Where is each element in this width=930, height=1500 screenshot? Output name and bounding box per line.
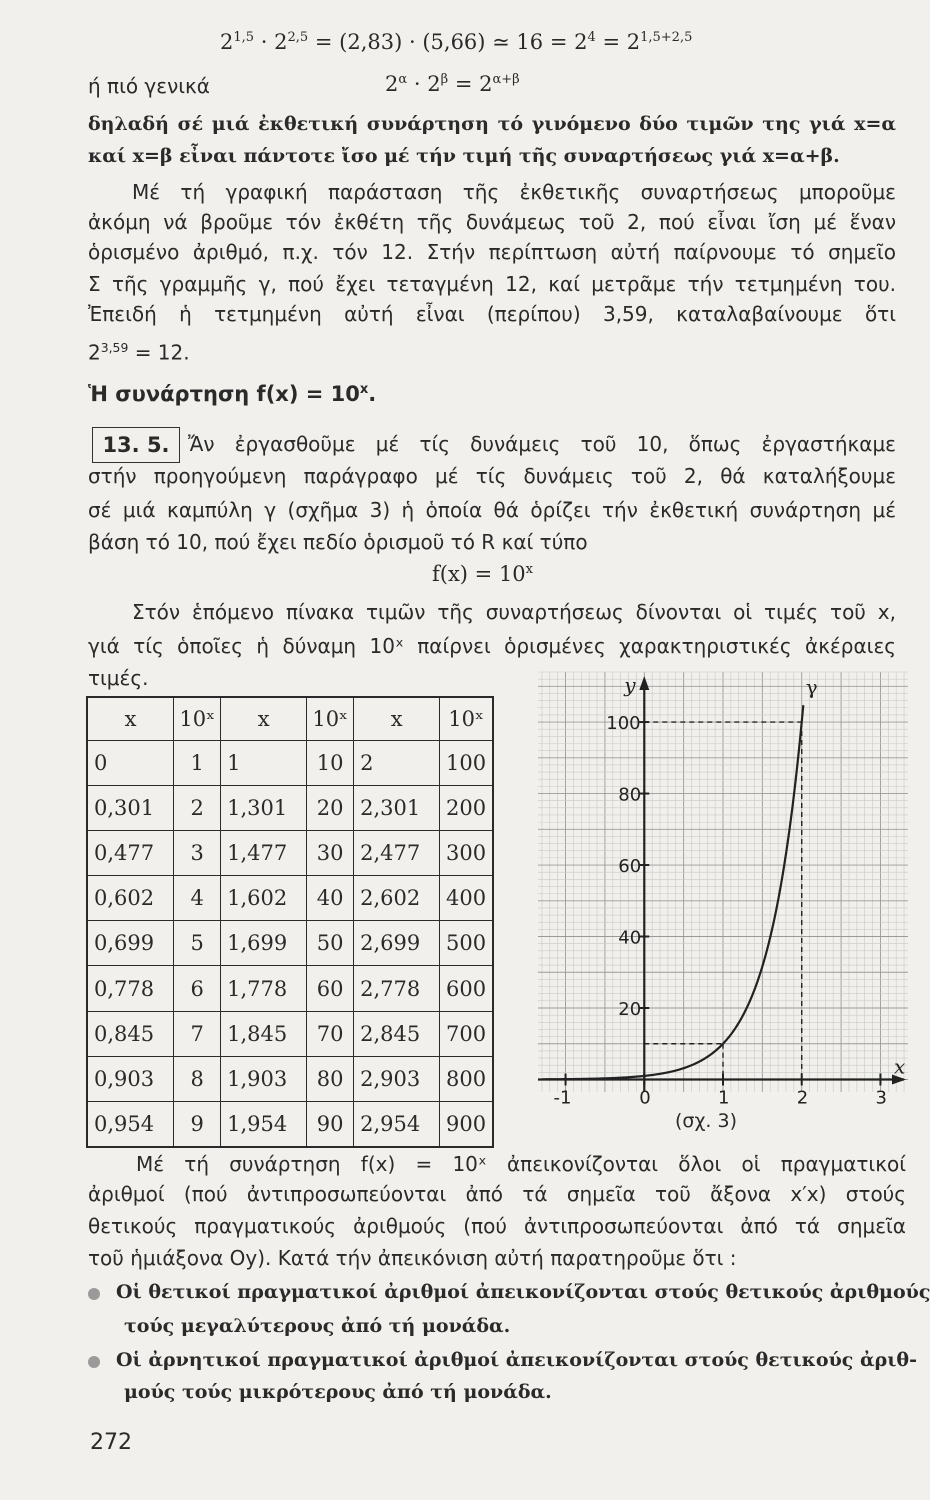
table-cell: 400	[440, 876, 493, 921]
table-cell: 90	[307, 1101, 354, 1147]
table-cell: 5	[174, 921, 221, 966]
table-header: 10ˣ	[174, 697, 221, 741]
table-row	[87, 921, 493, 966]
bullet-text: Οἱ θετικοί πραγματικοί ἀριθμοί ἀπεικονίζονται στούς θετικούς ἀριθμούς	[116, 1281, 930, 1303]
paragraph-line: θετικούς πραγματικούς ἀριθμούς (πού ἀντιπροσωπεύονται ἀπό τά σημεῖα	[88, 1214, 906, 1238]
table-cell: 700	[440, 1011, 493, 1056]
table-header-row	[87, 697, 493, 741]
bullet-dot	[88, 1288, 100, 1300]
figure-caption: (σχ. 3)	[675, 1110, 738, 1132]
table-cell: 1,477	[221, 831, 307, 876]
table-cell: 0,301	[87, 786, 174, 831]
table-cell: 80	[307, 1056, 354, 1101]
paragraph-equation: 2$^{3,59}$ = 12.	[88, 340, 190, 365]
section-number: 13. 5.	[92, 427, 180, 463]
table-cell: 500	[440, 921, 493, 966]
table-cell: 8	[174, 1056, 221, 1101]
paragraph-line: βάση τό 10, πού ἔχει πεδίο ὁρισμοῦ τό R καί τύπο	[88, 530, 588, 554]
table-cell: 9	[174, 1101, 221, 1147]
table-cell: 2,903	[354, 1056, 440, 1101]
section-heading: Ἡ συνάρτηση $f(x) = 10^x$.	[88, 382, 377, 406]
table-cell: 800	[440, 1056, 493, 1101]
x-tick-label: 2	[796, 1087, 809, 1109]
bullet-text: Οἱ ἀρνητικοί πραγματικοί ἀριθμοί ἀπεικονίζονται στούς θετικούς ἀριθ-	[116, 1349, 917, 1371]
table-cell: 1,903	[221, 1056, 307, 1101]
table-cell: 20	[307, 786, 354, 831]
y-axis-label: y	[624, 673, 636, 697]
table-cell: 30	[307, 831, 354, 876]
paragraph-line: σέ μιά καμπύλη γ (σχῆμα 3) ἡ ὁποία θά ὁρίζει τήν ἐκθετική συνάρτηση μέ	[88, 498, 896, 522]
table-cell: 2	[174, 786, 221, 831]
rule-line: δηλαδή σέ μιά ἐκθετική συνάρτηση τό γινόμενο δύο τιμῶν της γιά x=α	[88, 113, 896, 135]
table-header: x	[354, 697, 440, 741]
paragraph-line: ἀκόμη νά βροῦμε τόν ἐκθέτη τῆς δυνάμεως τοῦ 2, πού εἶναι ἴση μέ ἕναν	[88, 210, 896, 234]
table-row	[87, 831, 493, 876]
table-row	[87, 1011, 493, 1056]
table-header: 10ˣ	[440, 697, 493, 741]
paragraph-line: γιά τίς ὁποῖες ἡ δύναμη 10ˣ παίρνει ὁρισμένες χαρακτηριστικές ἀκέραιες	[88, 634, 896, 658]
x-tick-label: 1	[718, 1087, 730, 1109]
formula: $f(x) = 10^x$	[432, 562, 534, 586]
paragraph-line: Ἄν ἐργασθοῦμε μέ τίς δυνάμεις τοῦ 10, ὅπως ἐργαστήκαμε	[188, 432, 896, 456]
x-tick-label: -1	[553, 1087, 572, 1109]
paragraph-line: τιμές.	[88, 666, 149, 690]
bullet-dot	[88, 1356, 100, 1368]
table-cell: 2,845	[354, 1011, 440, 1056]
table-cell: 2,699	[354, 921, 440, 966]
paragraph-line: τοῦ ἡμιάξονα Oy). Κατά τήν ἀπεικόνιση αὐτή παρατηροῦμε ὅτι :	[88, 1246, 737, 1270]
equation-product: 2$^{1,5}$ · 2$^{2,5}$ = (2,83) · (5,66) ≃ $16 = 2^4 = 2^{1,5+2,5}$	[220, 30, 693, 54]
y-axis-arrow	[639, 676, 649, 690]
y-tick-label: 20	[618, 999, 642, 1020]
paragraph-line: Ἐπειδή ἡ τετμημένη αὐτή εἶναι (περίπου) 3,59, καταλαβαίνουμε ὅτι	[88, 302, 896, 326]
table-cell: 0,699	[87, 921, 174, 966]
table-cell: 200	[440, 786, 493, 831]
paragraph-line: Μέ τή γραφική παράσταση τῆς ἐκθετικῆς συναρτήσεως μποροῦμε	[132, 180, 896, 204]
table-cell: 4	[174, 876, 221, 921]
table-cell: 1	[174, 741, 221, 786]
table-cell: 2,301	[354, 786, 440, 831]
table-cell: 0,477	[87, 831, 174, 876]
table-cell: 50	[307, 921, 354, 966]
table-cell: 2,954	[354, 1101, 440, 1147]
table-header: x	[87, 697, 174, 741]
table-row	[87, 876, 493, 921]
table-cell: 0,602	[87, 876, 174, 921]
x-tick-label: 3	[875, 1087, 887, 1109]
table-cell: 7	[174, 1011, 221, 1056]
page-number: 272	[90, 1430, 132, 1455]
table-cell: 2,778	[354, 966, 440, 1011]
y-tick-label: 80	[618, 784, 642, 806]
x-tick-label: 0	[639, 1087, 651, 1109]
paragraph-line: ὁρισμένο ἀριθμό, π.χ. τόν 12. Στήν περίπτωση αὐτή παίρνουμε τό σημεῖο	[88, 240, 896, 264]
equation-general: $2^\alpha \cdot 2^\beta = 2^{\alpha+\beta}$	[385, 72, 520, 96]
table-cell: 6	[174, 966, 221, 1011]
table-cell: 1,778	[221, 966, 307, 1011]
table-row	[87, 966, 493, 1011]
table-cell: 2,602	[354, 876, 440, 921]
values-table	[86, 696, 494, 1148]
table-cell: 1,301	[221, 786, 307, 831]
table-cell: 60	[307, 966, 354, 1011]
table-header: x	[221, 697, 307, 741]
paragraph-line: Στόν ἑπόμενο πίνακα τιμῶν τῆς συναρτήσεως δίνονται οἱ τιμές τοῦ x,	[132, 600, 896, 624]
table-cell: 900	[440, 1101, 493, 1147]
table-header: 10ˣ	[307, 697, 354, 741]
table-cell: 100	[440, 741, 493, 786]
paragraph-line: στήν προηγούμενη παράγραφο μέ τίς δυνάμεις τοῦ 2, θά καταλήξουμε	[88, 464, 896, 488]
paragraph-line: Μέ τή συνάρτηση f(x) = 10ˣ ἀπεικονίζονται ὅλοι οἱ πραγματικοί	[136, 1152, 906, 1176]
bullet-text: τούς μεγαλύτερους ἀπό τή μονάδα.	[124, 1315, 511, 1337]
table-cell: 40	[307, 876, 354, 921]
table-cell: 0,845	[87, 1011, 174, 1056]
table-cell: 0,778	[87, 966, 174, 1011]
table-cell: 70	[307, 1011, 354, 1056]
table-cell: 2	[354, 741, 440, 786]
table-row	[87, 1101, 493, 1147]
general-form-lead: ή πιό γενικά	[88, 74, 210, 98]
curve-label: γ	[805, 675, 818, 699]
table-cell: 1,845	[221, 1011, 307, 1056]
table-cell: 600	[440, 966, 493, 1011]
paragraph-line: ἀριθμοί (πού ἀντιπροσωπεύονται ἀπό τά σημεῖα τοῦ ἄξονα x′x) στούς	[88, 1182, 906, 1206]
bullet-text: μούς τούς μικρότερους ἀπό τή μονάδα.	[124, 1381, 552, 1403]
table-cell: 1,954	[221, 1101, 307, 1147]
table-cell: 0,954	[87, 1101, 174, 1147]
table-row	[87, 741, 493, 786]
table-cell: 300	[440, 831, 493, 876]
paragraph-line: Σ τῆς γραμμῆς γ, πού ἔχει τεταγμένη 12, καί μετρᾶμε τήν τετμημένη του.	[88, 272, 896, 296]
table-cell: 1,699	[221, 921, 307, 966]
table-cell: 1,602	[221, 876, 307, 921]
y-tick-label: 60	[618, 856, 642, 878]
table-row	[87, 1056, 493, 1101]
table-cell: 10	[307, 741, 354, 786]
table-cell: 3	[174, 831, 221, 876]
table-cell: 1	[221, 741, 307, 786]
table-row	[87, 786, 493, 831]
table-cell: 0	[87, 741, 174, 786]
table-cell: 2,477	[354, 831, 440, 876]
x-axis-label: x	[894, 1054, 906, 1079]
exponential-graph	[538, 672, 908, 1109]
y-tick-label: 40	[618, 927, 642, 949]
rule-line: καί x=β εἶναι πάντοτε ἴσο μέ τήν τιμή τῆς συναρτήσεως γιά x=α+β.	[88, 145, 840, 167]
y-tick-label: 100	[606, 713, 641, 735]
table-cell: 0,903	[87, 1056, 174, 1101]
